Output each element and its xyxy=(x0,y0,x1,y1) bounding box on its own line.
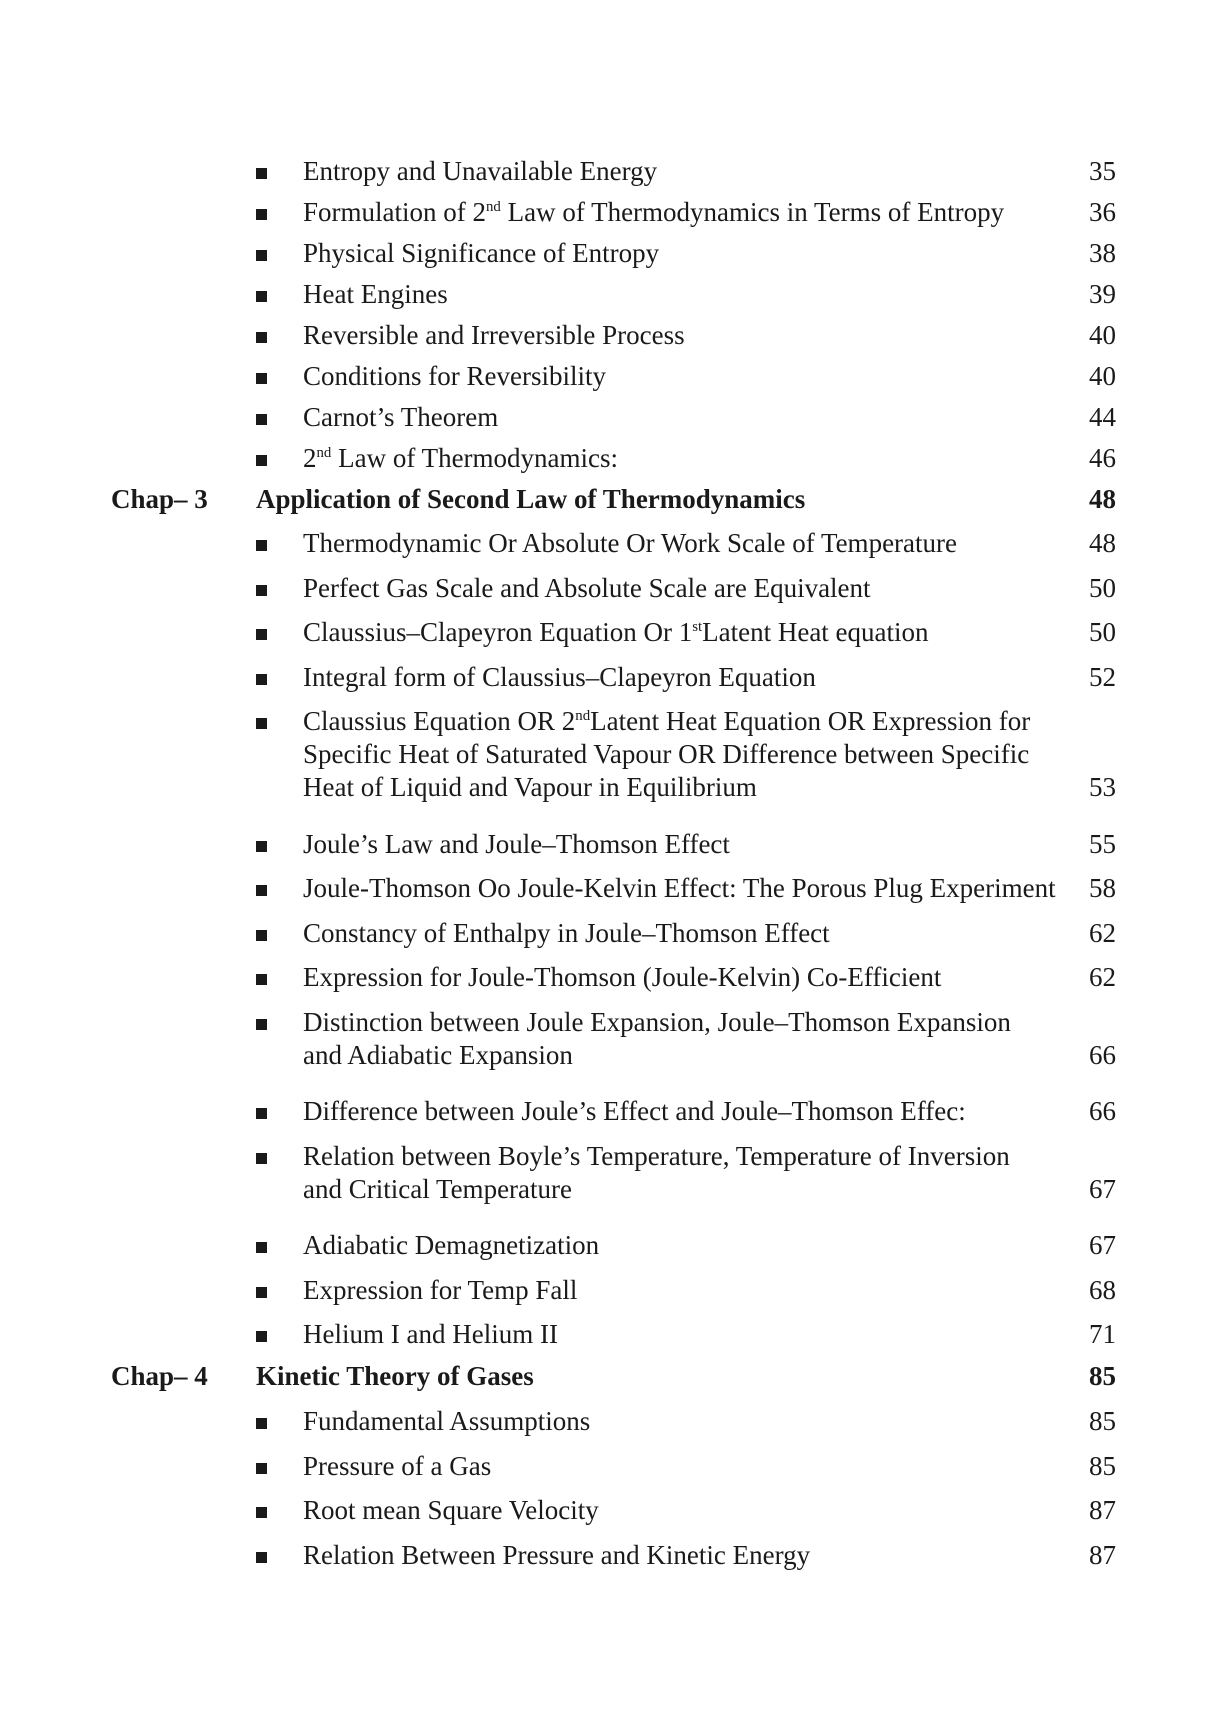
entry-title xyxy=(303,1140,1083,1206)
entry-title: Fundamental Assumptions xyxy=(303,1406,591,1436)
entry-title: Perfect Gas Scale and Absolute Scale are Equivalent xyxy=(303,573,871,603)
square-bullet-icon xyxy=(256,1242,267,1253)
square-bullet-icon xyxy=(256,1287,267,1298)
square-bullet-icon xyxy=(256,674,267,685)
square-bullet-icon xyxy=(256,930,267,941)
page-number: 85 xyxy=(1089,1406,1116,1436)
page-number: 48 xyxy=(1089,528,1116,558)
square-bullet-icon xyxy=(256,540,267,551)
square-bullet-icon xyxy=(256,291,267,302)
page-number: 87 xyxy=(1089,1495,1116,1525)
entry-title: Constancy of Enthalpy in Joule–Thomson Effect xyxy=(303,918,830,948)
square-bullet-icon xyxy=(256,1019,267,1030)
entry-title: Formulation of 2nd Law of Thermodynamics in Terms of Entropy xyxy=(303,197,1005,227)
page-number: 71 xyxy=(1089,1319,1116,1349)
page-number: 40 xyxy=(1089,361,1116,391)
entry-title: 2nd Law of Thermodynamics: xyxy=(303,443,619,473)
page-number: 36 xyxy=(1089,197,1116,227)
square-bullet-icon xyxy=(256,1418,267,1429)
page-number: 50 xyxy=(1089,617,1116,647)
page-number: 85 xyxy=(1089,1361,1116,1391)
square-bullet-icon xyxy=(256,629,267,640)
page-number: 58 xyxy=(1089,873,1116,903)
page-number: 48 xyxy=(1089,484,1116,514)
entry-title-line: Specific Heat of Saturated Vapour OR Difference between Specific xyxy=(303,739,1030,769)
page-number: 52 xyxy=(1089,662,1116,692)
square-bullet-icon xyxy=(256,1507,267,1518)
entry-title-line: Relation between Boyle’s Temperature, Temperature of Inversion xyxy=(303,1141,1010,1171)
page-number: 67 xyxy=(1089,1174,1116,1204)
page-number: 39 xyxy=(1089,279,1116,309)
page-number: 35 xyxy=(1089,156,1116,186)
entry-title xyxy=(303,705,1083,804)
entry-title: Conditions for Reversibility xyxy=(303,361,606,391)
chapter-title: Application of Second Law of Thermodynamics xyxy=(256,484,806,514)
entry-title-line: and Adiabatic Expansion xyxy=(303,1040,573,1070)
page-number: 85 xyxy=(1089,1451,1116,1481)
square-bullet-icon xyxy=(256,1153,267,1164)
entry-title: Difference between Joule’s Effect and Joule–Thomson Effec: xyxy=(303,1096,966,1126)
page-number: 40 xyxy=(1089,320,1116,350)
chapter-label: Chap– 4 xyxy=(111,1361,208,1391)
page-number: 66 xyxy=(1089,1040,1116,1070)
page-number: 62 xyxy=(1089,962,1116,992)
page-number: 38 xyxy=(1089,238,1116,268)
entry-title: Physical Significance of Entropy xyxy=(303,238,660,268)
entry-title xyxy=(303,1006,1083,1072)
page-number: 87 xyxy=(1089,1540,1116,1570)
page-number: 66 xyxy=(1089,1096,1116,1126)
page-number: 44 xyxy=(1089,402,1116,432)
page-number: 53 xyxy=(1089,772,1116,802)
square-bullet-icon xyxy=(256,585,267,596)
entry-title-line: Claussius Equation OR 2ndLatent Heat Equation OR Expression for xyxy=(303,706,1031,736)
entry-title: Expression for Joule-Thomson (Joule-Kelvin) Co-Efficient xyxy=(303,962,942,992)
entry-title: Integral form of Claussius–Clapeyron Equation xyxy=(303,662,816,692)
entry-title: Expression for Temp Fall xyxy=(303,1275,578,1305)
square-bullet-icon xyxy=(256,718,267,729)
entry-title: Adiabatic Demagnetization xyxy=(303,1230,600,1260)
square-bullet-icon xyxy=(256,1108,267,1119)
square-bullet-icon xyxy=(256,885,267,896)
entry-title: Root mean Square Velocity xyxy=(303,1495,599,1525)
square-bullet-icon xyxy=(256,841,267,852)
entry-title-line: Heat of Liquid and Vapour in Equilibrium xyxy=(303,772,757,802)
page-number: 67 xyxy=(1089,1230,1116,1260)
square-bullet-icon xyxy=(256,1463,267,1474)
square-bullet-icon xyxy=(256,974,267,985)
entry-title: Claussius–Clapeyron Equation Or 1stLatent Heat equation xyxy=(303,617,929,647)
entry-title-line: Distinction between Joule Expansion, Joule–Thomson Expansion xyxy=(303,1007,1011,1037)
square-bullet-icon xyxy=(256,332,267,343)
entry-title: Thermodynamic Or Absolute Or Work Scale of Temperature xyxy=(303,528,957,558)
chapter-label: Chap– 3 xyxy=(111,484,208,514)
entry-title: Pressure of a Gas xyxy=(303,1451,492,1481)
square-bullet-icon xyxy=(256,168,267,179)
page-number: 55 xyxy=(1089,829,1116,859)
entry-title: Joule’s Law and Joule–Thomson Effect xyxy=(303,829,730,859)
page-number: 50 xyxy=(1089,573,1116,603)
square-bullet-icon xyxy=(256,1552,267,1563)
page-number: 68 xyxy=(1089,1275,1116,1305)
square-bullet-icon xyxy=(256,414,267,425)
entry-title: Relation Between Pressure and Kinetic Energy xyxy=(303,1540,811,1570)
entry-title: Entropy and Unavailable Energy xyxy=(303,156,658,186)
entry-title: Joule-Thomson Oo Joule-Kelvin Effect: The Porous Plug Experiment xyxy=(303,873,1056,903)
entry-title: Carnot’s Theorem xyxy=(303,402,499,432)
chapter-title: Kinetic Theory of Gases xyxy=(256,1361,534,1391)
entry-title: Reversible and Irreversible Process xyxy=(303,320,685,350)
page-number: 62 xyxy=(1089,918,1116,948)
entry-title: Heat Engines xyxy=(303,279,448,309)
square-bullet-icon xyxy=(256,455,267,466)
square-bullet-icon xyxy=(256,373,267,384)
page-number: 46 xyxy=(1089,443,1116,473)
square-bullet-icon xyxy=(256,1331,267,1342)
entry-title-line: and Critical Temperature xyxy=(303,1174,572,1204)
square-bullet-icon xyxy=(256,209,267,220)
entry-title: Helium I and Helium II xyxy=(303,1319,558,1349)
square-bullet-icon xyxy=(256,250,267,261)
